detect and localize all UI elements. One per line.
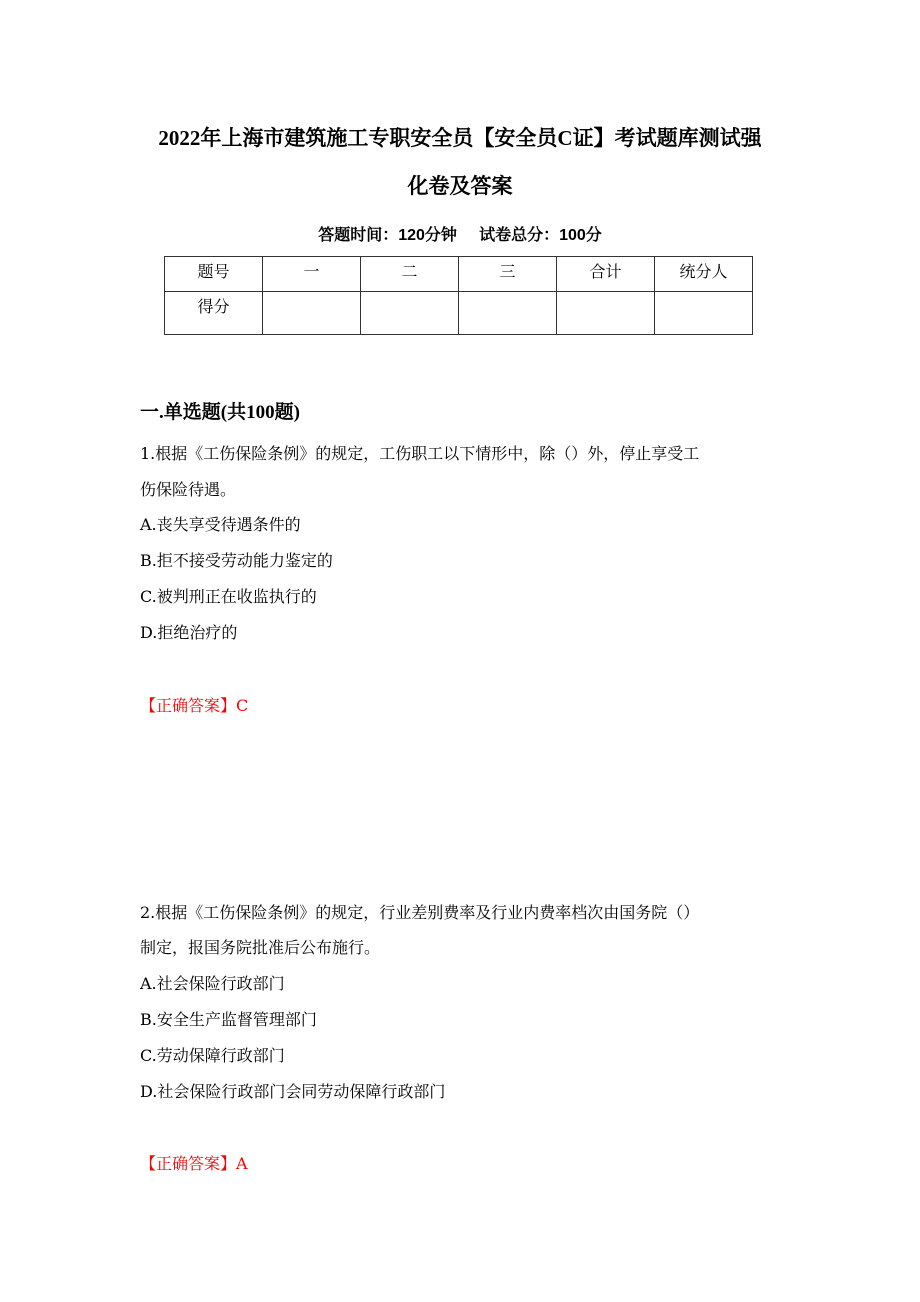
option-b: B.拒不接受劳动能力鉴定的	[140, 551, 333, 570]
title-line-1: 2022年上海市建筑施工专职安全员【安全员C证】考试题库测试强	[158, 126, 762, 150]
answer-2: 【正确答案】A	[140, 1154, 248, 1173]
row-label: 得分	[165, 292, 263, 335]
header-cell: 题号	[165, 257, 263, 292]
score-cell	[557, 292, 655, 335]
question-2-text-cont: 制定，报国务院批准后公布施行。	[140, 938, 381, 957]
score-cell	[361, 292, 459, 335]
option-d: D.社会保险行政部门会同劳动保障行政部门	[140, 1082, 446, 1101]
score-cell	[655, 292, 753, 335]
option-b: B.安全生产监督管理部门	[140, 1010, 317, 1029]
option-a: A.丧失享受待遇条件的	[140, 515, 301, 534]
option-c: C.劳动保障行政部门	[140, 1046, 285, 1065]
header-cell: 一	[263, 257, 361, 292]
answer-1: 【正确答案】C	[140, 696, 249, 715]
question-1-text-cont: 伤保险待遇。	[140, 480, 237, 499]
question-1-text: 1.根据《工伤保险条例》的规定，工伤职工以下情形中，除（）外，停止享受工	[140, 444, 700, 463]
exam-info: 答题时间：120分钟 试卷总分：100分	[318, 227, 602, 244]
option-d: D.拒绝治疗的	[140, 623, 238, 642]
title-line-2: 化卷及答案	[407, 174, 513, 198]
option-c: C.被判刑正在收监执行的	[140, 587, 317, 606]
score-table	[164, 256, 753, 335]
section-heading: 一.单选题(共100题)	[140, 402, 300, 423]
question-2-text: 2.根据《工伤保险条例》的规定，行业差别费率及行业内费率档次由国务院（）	[140, 903, 700, 922]
header-cell: 统分人	[655, 257, 753, 292]
header-cell: 三	[459, 257, 557, 292]
header-cell: 二	[361, 257, 459, 292]
score-cell	[263, 292, 361, 335]
header-cell: 合计	[557, 257, 655, 292]
option-a: A.社会保险行政部门	[140, 974, 285, 993]
score-cell	[459, 292, 557, 335]
